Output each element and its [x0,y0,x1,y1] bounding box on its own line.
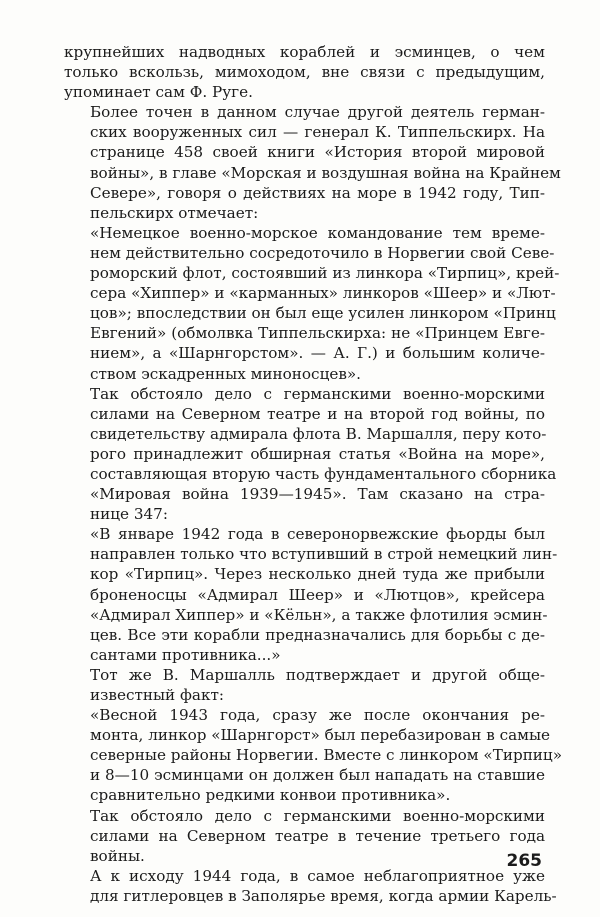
text-line: только вскользь, мимоходом, вне связи с предыдущим, [64,63,545,82]
text-line: Севере», говоря о действиях на море в 1942 году, Тип- [90,183,545,202]
paragraph [64,806,545,866]
text-line: сантами противника...» [90,645,281,664]
text-line: странице 458 своей книги «История второй мировой [90,143,545,162]
text-line: и 8—10 эсминцами он должен был нападать на ставшие [90,766,545,785]
text-line: сравнительно редкими конвои противника». [90,786,451,805]
text-line: пельскирх отмечает: [90,203,259,222]
paragraph [64,665,545,705]
text-line: ских вооруженных сил — генерал К. Типпельскирх. На [90,123,545,142]
text-line: А к исходу 1944 года, в самое неблагоприятное уже [90,866,545,885]
text-line: броненосцы «Адмирал Шеер» и «Лютцов», крейсера [90,585,545,604]
text-line: цов»; впоследствии он был еще усилен линкором «Принц [90,304,556,323]
text-line: северные районы Норвегии. Вместе с линкором «Тирпиц» [90,746,562,765]
text-line: цев. Все эти корабли предназначались для борьбы с де- [90,625,545,644]
text-line: Более точен в данном случае другой деятель герман- [90,103,545,122]
text-line: силами на Северном театре в течение третьего года [90,826,545,845]
text-line: «Мировая война 1939—1945». Там сказано на стра- [90,485,545,504]
text-line: ством эскадренных миноносцев». [90,364,361,383]
text-line: свидетельству адмирала флота В. Маршалля, перу кото- [90,424,547,443]
text-line: нице 347: [90,505,168,524]
text-line: Евгений» (обмолвка Типпельскирха: не «Принцем Евге- [90,324,545,343]
text-line: кор «Тирпиц». Через несколько дней туда же прибыли [90,565,545,584]
text-line: для гитлеровцев в Заполярье время, когда армии Карель- [90,886,557,905]
text-line: Так обстояло дело с германскими военно-морскими [90,806,545,825]
text-line: роморский флот, состоявший из линкора «Тирпиц», крей- [90,264,560,283]
text-line: монта, линкор «Шарнгорст» был перебазирован в самые [90,726,551,745]
text-line: «Немецкое военно-морское командование тем време- [90,223,545,242]
text-line: Так обстояло дело с германскими военно-морскими [90,384,545,403]
text-line: «Адмирал Хиппер» и «Кёльн», а также флотилия эсмин- [90,605,548,624]
paragraph [64,524,558,665]
text-line: составляющая вторую часть фундаментального сборника [90,464,557,483]
paragraph [64,102,561,223]
text-line: известный факт: [90,686,224,704]
paragraph [64,42,545,102]
text-line: крупнейших надводных кораблей и эсминцев, о чем [64,43,545,61]
page-number: 265 [506,851,542,871]
text-line: войны», в главе «Морская и воздушная война на Крайнем [90,163,561,182]
text-line: «Весной 1943 года, сразу же после окончания ре- [90,706,545,725]
text-line: сера «Хиппер» и «карманных» линкоров «Шеер» и «Лют- [90,284,556,303]
body-text [64,42,562,906]
text-line: нием», а «Шарнгорстом». — А. Г.) и большим количе- [90,344,545,363]
text-line: Тот же В. Маршалль подтверждает и другой обще- [90,665,545,684]
text-line: нем действительно сосредоточило в Норвегии свой Севе- [90,243,555,262]
paragraph [64,384,557,525]
text-line: направлен только что вступивший в строй немецкий лин- [90,545,558,564]
paragraph [64,866,557,906]
paragraph [64,705,562,805]
paragraph [64,223,560,384]
text-line: «В январе 1942 года в северонорвежские фьорды был [90,525,545,544]
text-line: силами на Северном театре и на второй год войны, по [90,404,545,423]
text-line: упоминает сам Ф. Руге. [64,83,253,102]
text-line: рого принадлежит обширная статья «Война на море», [90,444,545,463]
text-line: войны. [90,846,145,865]
